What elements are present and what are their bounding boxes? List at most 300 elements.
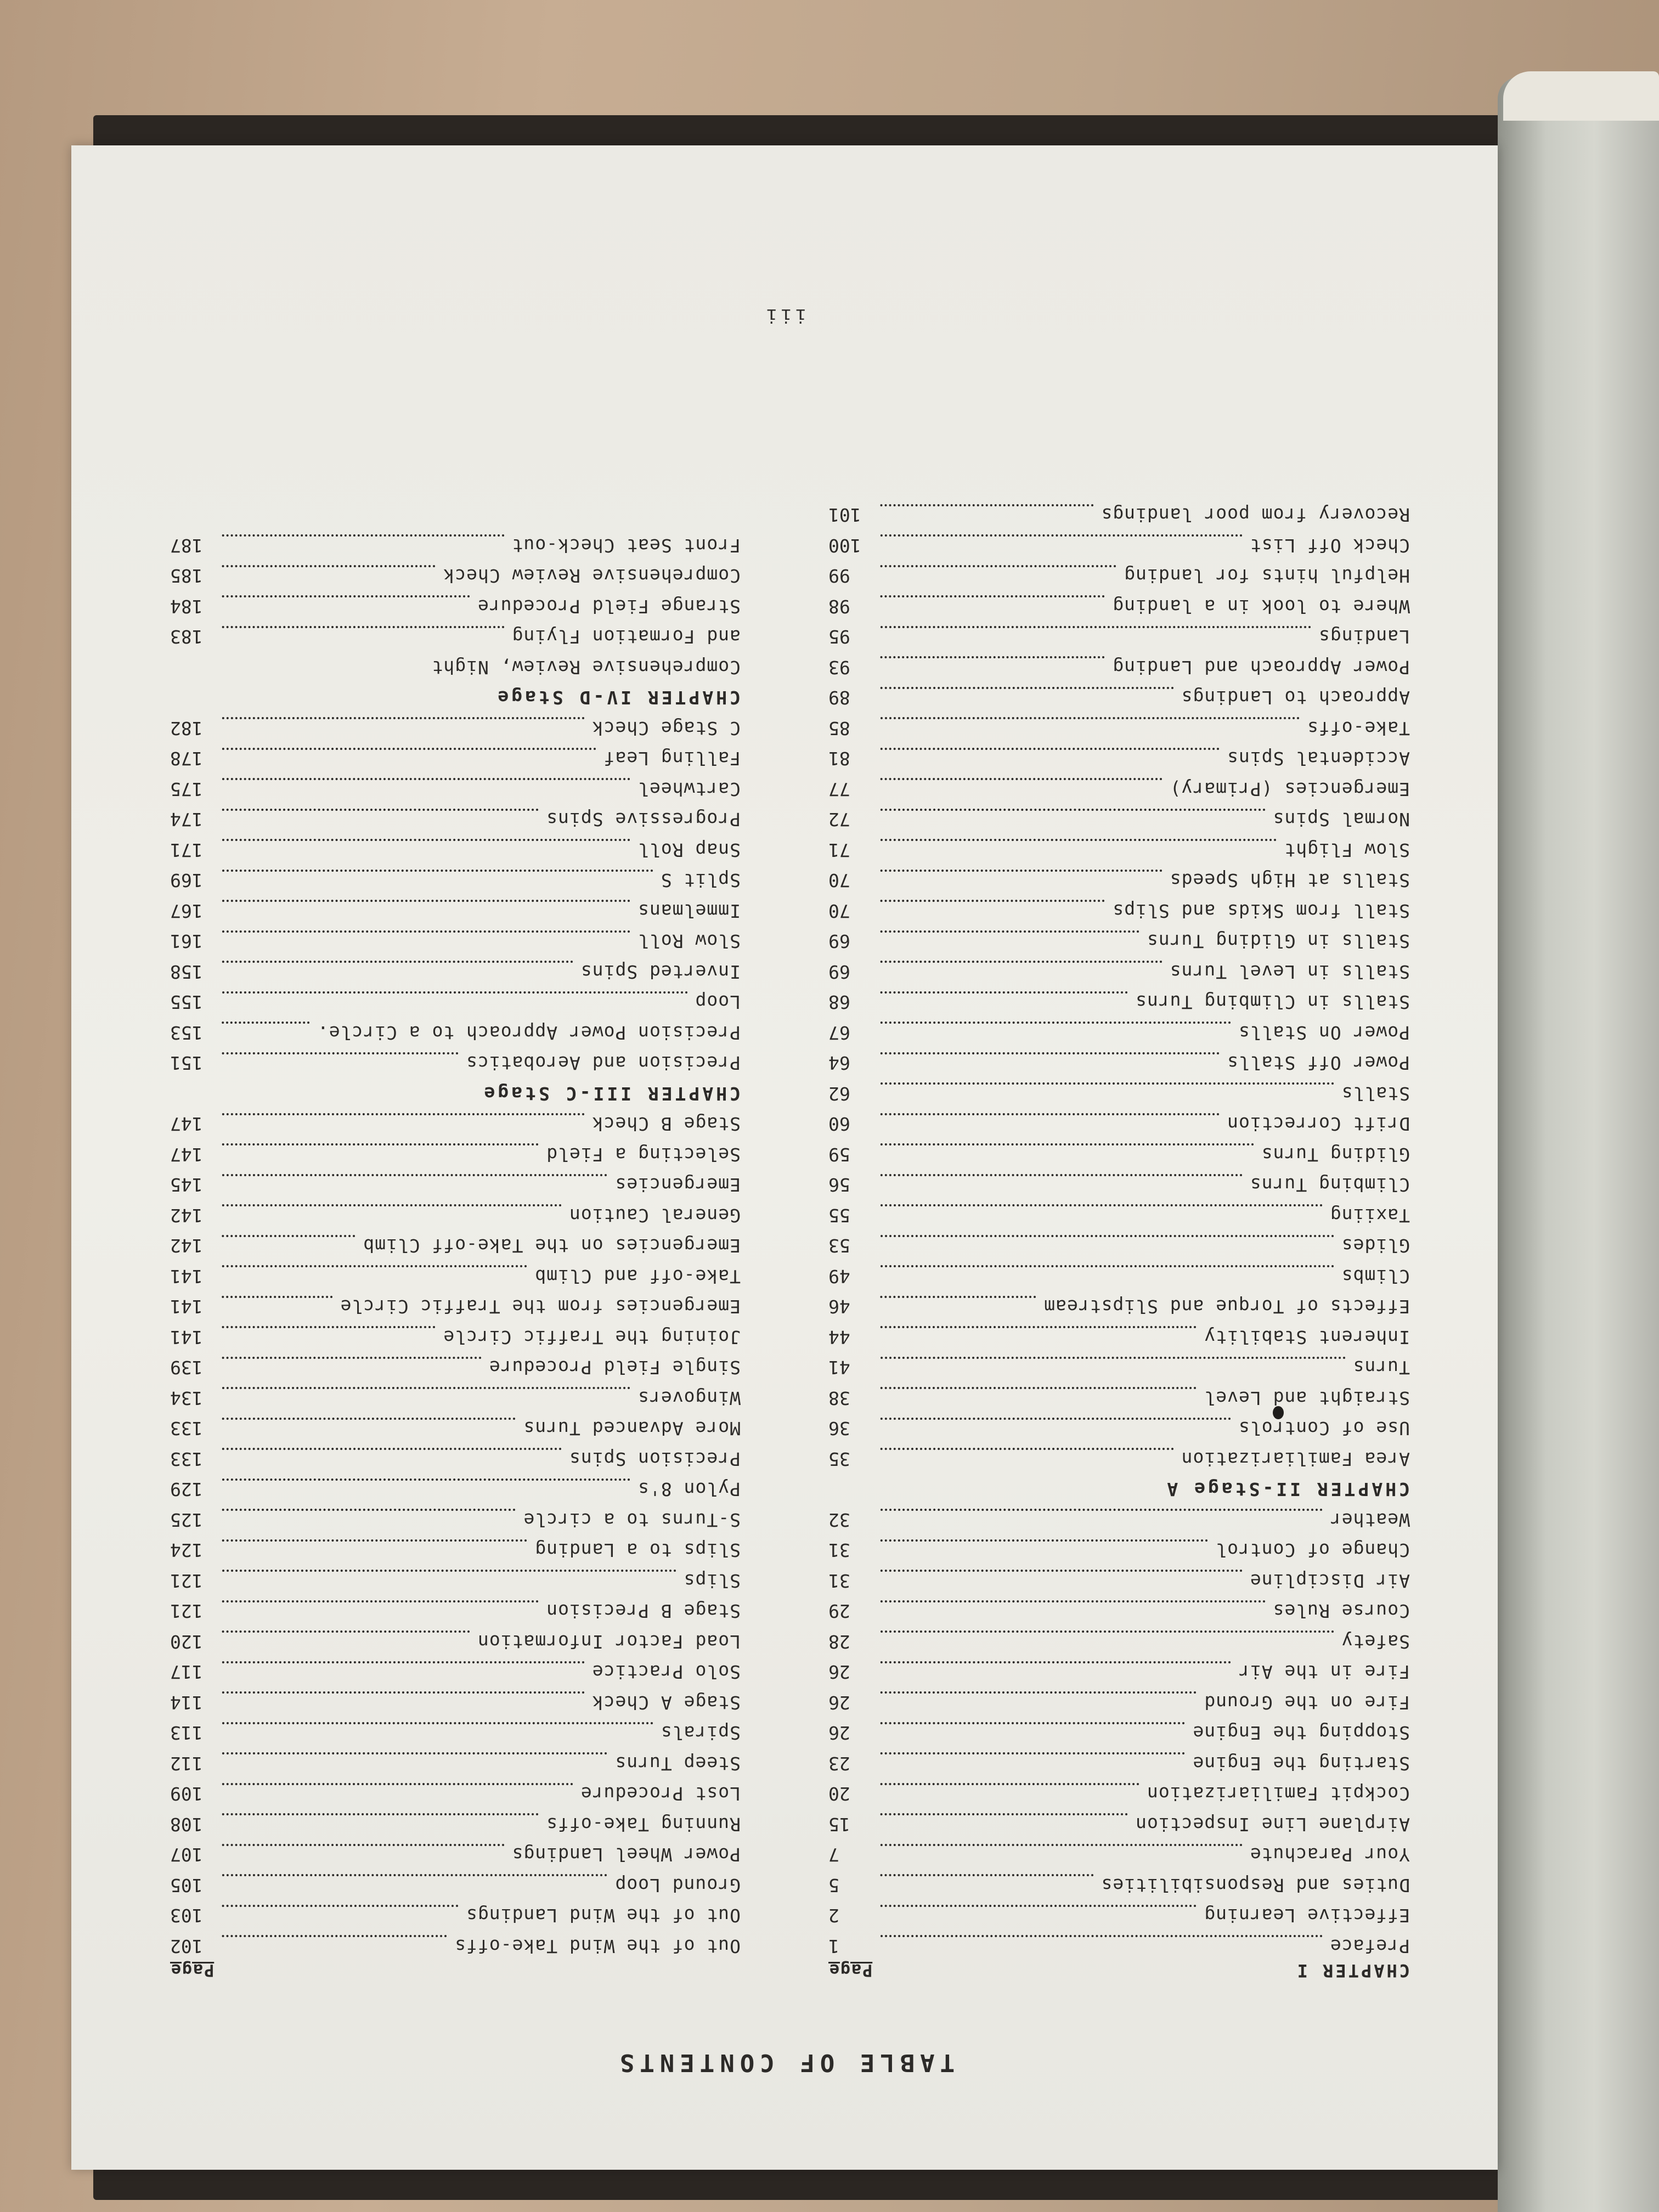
- entry-title: Check Off List: [1249, 535, 1410, 556]
- dot-leader: [222, 1265, 527, 1267]
- toc-entry: [828, 831, 1410, 861]
- toc-entry: [170, 1683, 741, 1714]
- dot-leader: [222, 1844, 504, 1846]
- dot-leader: [880, 1539, 1207, 1542]
- entry-title: Gliding Turns: [1261, 1144, 1410, 1165]
- dot-leader: [880, 961, 1162, 963]
- dot-leader: [222, 1630, 470, 1633]
- entry-title: Single Field Procedure: [488, 1357, 741, 1379]
- entry-title: Landings: [1318, 626, 1410, 648]
- entry-page-number: 60: [828, 1113, 850, 1135]
- toc-entry: [828, 983, 1410, 1013]
- entry-page-number: 71: [828, 839, 850, 861]
- toc-entry: [170, 1592, 741, 1622]
- dot-leader: [222, 1174, 607, 1176]
- toc-entry: [170, 1561, 741, 1592]
- entry-page-number: 114: [170, 1692, 203, 1713]
- page-title: TABLE OF CONTENTS: [614, 2049, 955, 2076]
- entry-title: Slow Flight: [1284, 839, 1410, 861]
- toc-entry: [170, 1744, 741, 1775]
- toc-entry: [170, 1652, 741, 1683]
- toc-entry: [170, 587, 741, 618]
- dot-leader: [880, 1844, 1242, 1846]
- entry-page-number: 38: [828, 1387, 850, 1409]
- toc-entry: [828, 1348, 1410, 1379]
- entry-title: Climbs: [1341, 1266, 1410, 1287]
- dot-leader: [222, 595, 470, 597]
- toc-entry: [828, 678, 1410, 709]
- dot-leader: [880, 656, 1104, 658]
- toc-entry: [170, 891, 741, 922]
- entry-title: Stall from Skids and Slips: [1112, 900, 1410, 922]
- entry-title: Stage A Check: [591, 1692, 741, 1713]
- entry-title: S-Turns to a circle: [523, 1509, 741, 1531]
- entry-page-number: 26: [828, 1692, 850, 1713]
- toc-entry: [170, 1257, 741, 1288]
- entry-title: Progressive Spins: [546, 809, 741, 831]
- toc-entry: [170, 1805, 741, 1836]
- dot-leader: [222, 809, 538, 811]
- dot-leader: [222, 626, 504, 628]
- entry-title: Split S: [660, 870, 741, 891]
- dot-leader: [880, 1204, 1322, 1206]
- entry-page-number: 102: [170, 1936, 203, 1957]
- toc-entry: [828, 1683, 1410, 1714]
- toc-entry: [828, 1318, 1410, 1348]
- entry-title: Taxiing: [1329, 1205, 1410, 1226]
- toc-entry: [170, 617, 741, 648]
- entry-page-number: 62: [828, 1083, 850, 1104]
- toc-entry: [828, 1927, 1410, 1957]
- entry-title: Air Discipline: [1249, 1570, 1410, 1592]
- entry-page-number: 107: [170, 1844, 203, 1866]
- entry-title: Area Familiarization: [1181, 1448, 1410, 1470]
- entry-title: Joining the Traffic Circle: [443, 1327, 741, 1348]
- dot-leader: [222, 1752, 607, 1754]
- dot-leader: [222, 839, 630, 841]
- entry-title: Stalls in Climbing Turns: [1135, 991, 1410, 1013]
- toc-entry: [828, 952, 1410, 983]
- right-column-header: [170, 1960, 741, 1989]
- dot-leader: [880, 1082, 1334, 1085]
- entry-page-number: 108: [170, 1814, 203, 1835]
- dot-leader: [222, 1357, 481, 1359]
- entry-title: Solo Practice: [591, 1661, 741, 1683]
- entry-title: Stalls: [1341, 1083, 1410, 1104]
- entry-title: Cartwheel: [637, 778, 741, 800]
- dot-leader: [880, 534, 1242, 537]
- toc-entry: [828, 1379, 1410, 1409]
- left-entry-list: [828, 495, 1410, 1957]
- entry-page-number: 68: [828, 991, 850, 1013]
- chapter-heading: CHAPTER I: [1295, 1960, 1410, 1981]
- toc-entry: [828, 648, 1410, 679]
- dot-leader: [222, 778, 630, 780]
- entry-title: Stopping the Engine: [1192, 1722, 1410, 1744]
- chapter-heading-row: [828, 1470, 1410, 1500]
- chapter-heading: CHAPTER II-Stage A: [1164, 1479, 1410, 1500]
- dot-leader: [880, 1235, 1334, 1237]
- entry-title: Change of Control: [1215, 1539, 1410, 1561]
- entry-page-number: 35: [828, 1448, 850, 1470]
- entry-title: Safety: [1341, 1631, 1410, 1652]
- entry-page-number: 100: [828, 535, 861, 556]
- entry-page-number: 55: [828, 1205, 850, 1226]
- entry-page-number: 169: [170, 870, 203, 891]
- toc-entry: [828, 709, 1410, 740]
- dot-leader: [222, 1509, 516, 1511]
- toc-entry: [170, 1318, 741, 1348]
- dot-leader: [880, 1752, 1185, 1754]
- entry-page-number: 153: [170, 1022, 203, 1043]
- entry-title: Normal Spins: [1272, 809, 1410, 831]
- toc-entry: [170, 1622, 741, 1653]
- toc-entry: [828, 1866, 1410, 1897]
- page-column-label: Page: [828, 1960, 873, 1979]
- entry-title: Airplane Line Inspection: [1135, 1814, 1410, 1835]
- booklet-spine-top: [1503, 71, 1659, 121]
- entry-page-number: 98: [828, 596, 850, 617]
- dot-leader: [222, 1022, 309, 1024]
- dot-leader: [222, 1235, 355, 1237]
- toc-entry: [170, 526, 741, 557]
- entry-title: More Advanced Turns: [523, 1418, 741, 1440]
- dot-leader: [222, 1052, 458, 1054]
- entry-title: Lost Procedure: [580, 1783, 741, 1805]
- entry-page-number: 141: [170, 1296, 203, 1318]
- entry-page-number: 141: [170, 1266, 203, 1287]
- entry-page-number: 142: [170, 1205, 203, 1226]
- entry-title: Effective Learning: [1204, 1905, 1410, 1927]
- entry-title: Turns: [1352, 1357, 1410, 1379]
- entry-page-number: 124: [170, 1539, 203, 1561]
- entry-title: Course Rules: [1272, 1600, 1410, 1622]
- dot-leader: [880, 687, 1173, 689]
- dot-leader: [222, 1479, 630, 1481]
- entry-page-number: 69: [828, 961, 850, 983]
- dot-leader: [222, 930, 630, 933]
- entry-title: Effects of Torque and Slipstream: [1043, 1296, 1410, 1318]
- entry-page-number: 44: [828, 1327, 850, 1348]
- toc-entry: [170, 952, 741, 983]
- dot-leader: [222, 870, 653, 872]
- entry-title: Emergencies: [614, 1174, 741, 1196]
- toc-entry: [828, 1043, 1410, 1074]
- entry-title: Slips: [683, 1570, 741, 1592]
- entry-page-number: 64: [828, 1052, 850, 1074]
- entry-title: Emergencies on the Take-off Climb: [363, 1235, 741, 1257]
- toc-entry: [170, 739, 741, 770]
- dot-leader: [880, 1630, 1334, 1633]
- dot-leader: [880, 1113, 1219, 1115]
- dot-leader: [880, 1174, 1242, 1176]
- entry-page-number: 2: [828, 1905, 839, 1927]
- entry-title: Slow Roll: [637, 930, 741, 952]
- dot-leader: [222, 1691, 584, 1694]
- dot-leader: [880, 748, 1219, 750]
- dot-leader: [880, 930, 1139, 933]
- toc-entry: [170, 1287, 741, 1318]
- entry-title: Emergencies (Primary): [1169, 778, 1410, 800]
- rotated-printed-content: [71, 145, 1498, 2170]
- dot-leader: [880, 1813, 1127, 1815]
- toc-entry: [828, 1652, 1410, 1683]
- entry-title: Weather: [1329, 1509, 1410, 1531]
- entry-title: Climbing Turns: [1249, 1174, 1410, 1196]
- toc-entry: [170, 556, 741, 587]
- toc-entry: [170, 861, 741, 891]
- dot-leader: [880, 1600, 1265, 1602]
- entry-page-number: 31: [828, 1539, 850, 1561]
- left-column-header: [828, 1960, 1410, 1989]
- toc-entry: [170, 1013, 741, 1044]
- entry-page-number: 36: [828, 1418, 850, 1440]
- dot-leader: [222, 991, 687, 994]
- page-column-label: Page: [170, 1960, 215, 1979]
- toc-entry: [170, 1866, 741, 1897]
- entry-page-number: 187: [170, 535, 203, 556]
- entry-page-number: 155: [170, 991, 203, 1013]
- dot-leader: [880, 1357, 1345, 1359]
- dot-leader: [880, 900, 1104, 902]
- dot-leader: [880, 1052, 1219, 1054]
- entry-title: Accidental Spins: [1227, 748, 1410, 770]
- dot-leader: [222, 1661, 584, 1663]
- entry-title: Power Off Stalls: [1227, 1052, 1410, 1074]
- entry-title: Glides: [1341, 1235, 1410, 1257]
- toc-entry: [170, 1409, 741, 1440]
- entry-page-number: 133: [170, 1418, 203, 1440]
- entry-page-number: 183: [170, 626, 203, 648]
- dot-leader: [880, 717, 1299, 719]
- entry-page-number: 120: [170, 1631, 203, 1652]
- toc-entry: [828, 1013, 1410, 1044]
- toc-entry: [828, 1165, 1410, 1196]
- dot-leader: [880, 809, 1265, 811]
- entry-title: Precision Spins: [568, 1448, 741, 1470]
- entry-title: Out of the Wind Take-offs: [454, 1936, 741, 1957]
- booklet-spine: [1498, 77, 1659, 2212]
- entry-page-number: 105: [170, 1875, 203, 1896]
- toc-entry: [828, 495, 1410, 526]
- entry-title: Front Seat Check-out: [511, 535, 741, 556]
- entry-title: Slips to a Landing: [534, 1539, 741, 1561]
- chapter-heading: CHAPTER IV-D Stage: [495, 687, 741, 709]
- toc-entry: [828, 891, 1410, 922]
- entry-title: Stalls in Level Turns: [1169, 961, 1410, 983]
- dot-leader: [222, 961, 573, 963]
- toc-entry: [828, 1074, 1410, 1105]
- entry-page-number: 72: [828, 809, 850, 831]
- entry-title: Preface: [1329, 1936, 1410, 1957]
- dot-leader: [880, 1905, 1196, 1907]
- entry-page-number: 121: [170, 1570, 203, 1592]
- toc-entry: [828, 1835, 1410, 1866]
- dot-leader: [880, 1296, 1036, 1298]
- toc-entry: [828, 1226, 1410, 1257]
- toc-entry: [828, 1774, 1410, 1805]
- toc-entry: [828, 861, 1410, 891]
- dot-leader: [222, 1326, 435, 1328]
- dot-leader: [222, 565, 435, 567]
- dot-leader: [222, 534, 504, 537]
- entry-page-number: 147: [170, 1113, 203, 1135]
- dot-leader: [880, 1326, 1196, 1328]
- toc-entry: [828, 617, 1410, 648]
- entry-page-number: 67: [828, 1022, 850, 1043]
- entry-title: Immelmans: [637, 900, 741, 922]
- entry-title: Where to look in a landing: [1112, 596, 1410, 617]
- entry-page-number: 56: [828, 1174, 850, 1196]
- dot-leader: [880, 1022, 1231, 1024]
- dot-leader: [222, 1600, 538, 1602]
- toc-entry: [170, 1348, 741, 1379]
- entry-title: Out of the Wind Landings: [466, 1905, 741, 1927]
- toc-left-column: [828, 495, 1410, 1989]
- chapter-heading-row: [170, 678, 741, 709]
- entry-page-number: 70: [828, 870, 850, 891]
- toc-entry: [828, 1196, 1410, 1227]
- toc-entry: [828, 556, 1410, 587]
- toc-entry: [170, 1226, 741, 1257]
- entry-title: Helpful hints for landing: [1124, 565, 1410, 587]
- toc-entry: [170, 648, 741, 679]
- dot-leader: [880, 1691, 1196, 1694]
- entry-title: Drift Correction: [1227, 1113, 1410, 1135]
- toc-entry: [170, 709, 741, 740]
- entry-page-number: 142: [170, 1235, 203, 1257]
- toc-entry: [828, 1713, 1410, 1744]
- entry-title: C Stage Check: [591, 718, 741, 739]
- entry-page-number: 125: [170, 1509, 203, 1531]
- entry-title: Selecting a Field: [546, 1144, 741, 1165]
- entry-page-number: 26: [828, 1661, 850, 1683]
- dot-leader: [880, 1387, 1196, 1389]
- dot-leader: [880, 626, 1311, 628]
- dot-leader: [880, 870, 1162, 872]
- toc-entry: [828, 1287, 1410, 1318]
- entry-page-number: 1: [828, 1936, 839, 1957]
- entry-title: Recovery from poor landings: [1101, 504, 1410, 526]
- toc-entry: [170, 1196, 741, 1227]
- dot-leader: [880, 1935, 1322, 1937]
- entry-page-number: 41: [828, 1357, 850, 1379]
- toc-entry: [170, 1043, 741, 1074]
- entry-title: Ground Loop: [614, 1875, 741, 1896]
- entry-title: Take-off and Climb: [534, 1266, 741, 1287]
- entry-page-number: 101: [828, 504, 861, 526]
- dot-leader: [222, 1418, 516, 1420]
- entry-title: Wingovers: [637, 1387, 741, 1409]
- dot-leader: [880, 1509, 1322, 1511]
- entry-page-number: 121: [170, 1600, 203, 1622]
- entry-title: Comprehensive Review Check: [443, 565, 741, 587]
- entry-page-number: 69: [828, 930, 850, 952]
- entry-page-number: 46: [828, 1296, 850, 1318]
- entry-title: Comprehensive Review, Night: [431, 657, 741, 678]
- entry-page-number: 85: [828, 718, 850, 739]
- toc-entry: [828, 1592, 1410, 1622]
- toc-entry: [828, 739, 1410, 770]
- entry-page-number: 134: [170, 1387, 203, 1409]
- entry-page-number: 5: [828, 1875, 839, 1896]
- dot-leader: [880, 1570, 1242, 1572]
- toc-entry: [170, 1470, 741, 1500]
- toc-right-column: [170, 526, 741, 1989]
- entry-title: Pylon 8's: [637, 1479, 741, 1500]
- entry-page-number: 26: [828, 1722, 850, 1744]
- entry-page-number: 31: [828, 1570, 850, 1592]
- dot-leader: [222, 1539, 527, 1542]
- toc-entry: [170, 1774, 741, 1805]
- entry-page-number: 20: [828, 1783, 850, 1805]
- entry-title: Take-offs: [1307, 718, 1410, 739]
- entry-title: Fire in the Air: [1238, 1661, 1410, 1683]
- toc-entry: [828, 1622, 1410, 1653]
- entry-page-number: 141: [170, 1327, 203, 1348]
- dot-leader: [880, 839, 1276, 841]
- toc-entry: [170, 1927, 741, 1957]
- toc-entry: [170, 1531, 741, 1561]
- toc-entry: [828, 922, 1410, 952]
- entry-title: Falling Leaf: [603, 748, 741, 770]
- toc-entry: [828, 1805, 1410, 1836]
- toc-entry: [828, 1896, 1410, 1927]
- toc-entry: [828, 800, 1410, 831]
- dot-leader: [880, 1783, 1139, 1785]
- dot-leader: [880, 1448, 1173, 1450]
- entry-page-number: 81: [828, 748, 850, 770]
- entry-page-number: 167: [170, 900, 203, 922]
- entry-title: Stage B Precision: [546, 1600, 741, 1622]
- toc-entry: [828, 526, 1410, 557]
- toc-entry: [170, 1165, 741, 1196]
- entry-page-number: 151: [170, 1052, 203, 1074]
- entry-title: Strange Field Procedure: [477, 596, 741, 617]
- dot-leader: [880, 565, 1116, 567]
- toc-entry: [170, 770, 741, 800]
- entry-title: Power Wheel Landings: [511, 1844, 741, 1866]
- entry-title: Duties and Responsibilities: [1101, 1875, 1410, 1896]
- entry-title: General Caution: [568, 1205, 741, 1226]
- entry-page-number: 147: [170, 1144, 203, 1165]
- toc-entry: [170, 1135, 741, 1166]
- toc-entry: [170, 922, 741, 952]
- entry-page-number: 93: [828, 657, 850, 678]
- entry-page-number: 99: [828, 565, 850, 587]
- entry-title: Stage B Check: [591, 1113, 741, 1135]
- dot-leader: [222, 1874, 607, 1876]
- dot-leader: [880, 595, 1104, 597]
- entry-page-number: 7: [828, 1844, 839, 1866]
- toc-entry: [170, 800, 741, 831]
- right-entry-list: [170, 526, 741, 1957]
- entry-title: Running Take-offs: [546, 1814, 741, 1835]
- dot-leader: [222, 1570, 676, 1572]
- toc-entry: [170, 831, 741, 861]
- entry-title: Precision and Aerobatics: [466, 1052, 741, 1074]
- toc-entry: [170, 1500, 741, 1531]
- dot-leader: [880, 1143, 1254, 1146]
- dot-leader: [880, 1418, 1231, 1420]
- dot-leader: [880, 504, 1093, 506]
- dot-leader: [222, 1783, 573, 1785]
- entry-page-number: 178: [170, 748, 203, 770]
- entry-page-number: 145: [170, 1174, 203, 1196]
- dot-leader: [880, 1265, 1334, 1267]
- entry-page-number: 15: [828, 1814, 850, 1835]
- entry-page-number: 77: [828, 778, 850, 800]
